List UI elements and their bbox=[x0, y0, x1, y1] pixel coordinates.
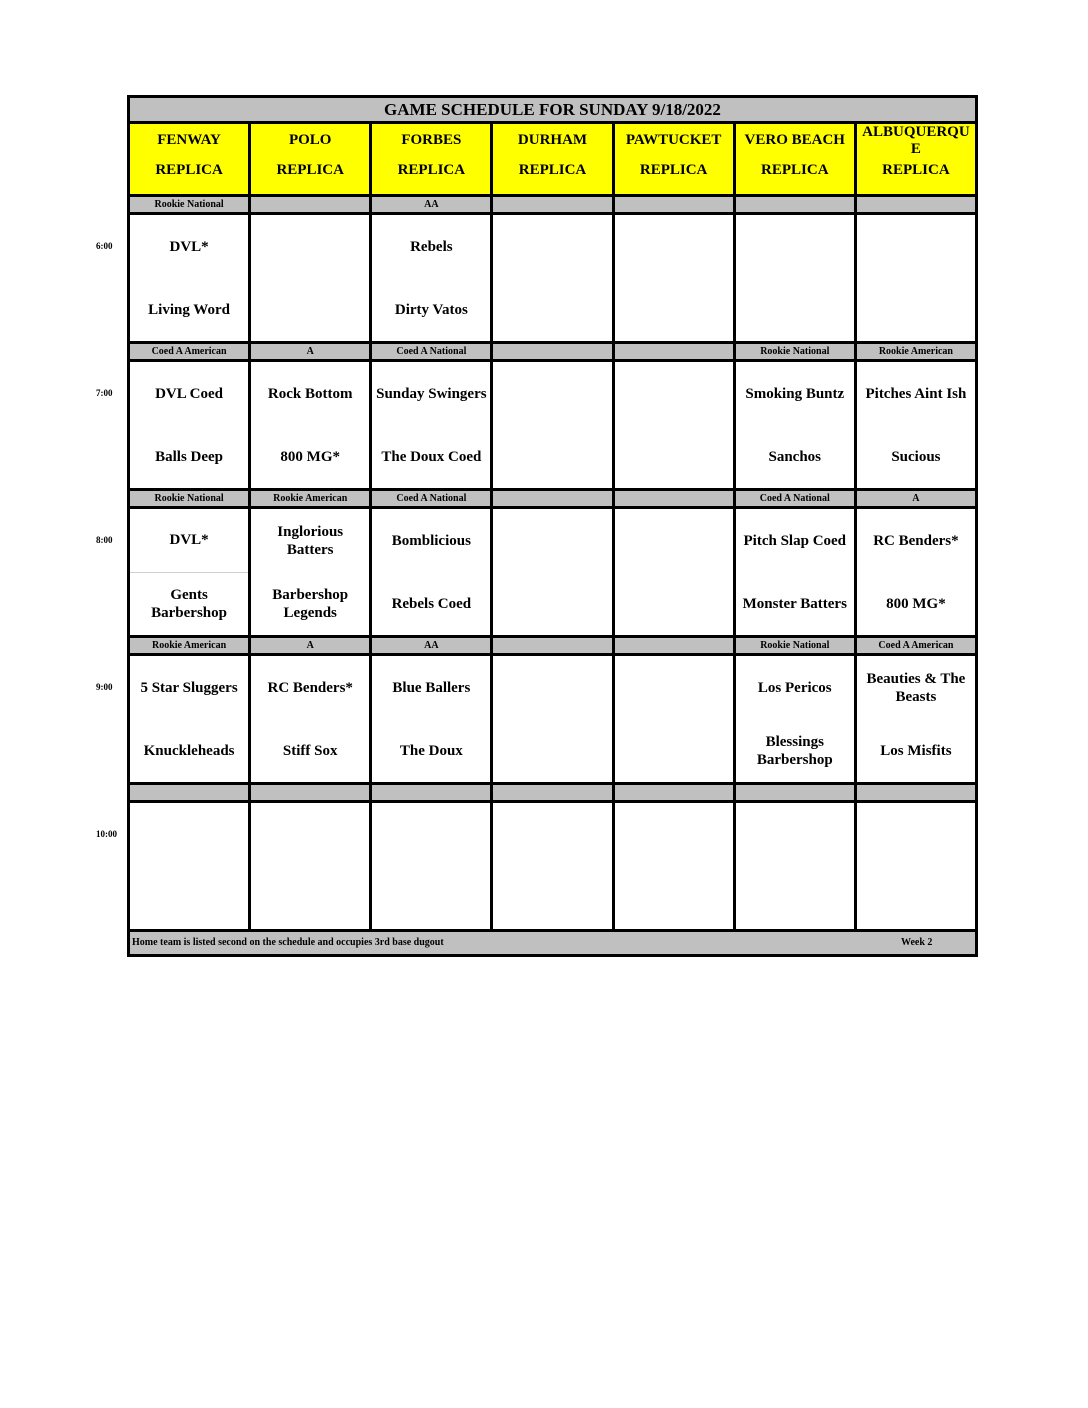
home-team: 800 MG* bbox=[280, 448, 340, 465]
field-header bbox=[251, 124, 372, 194]
division-row bbox=[130, 491, 975, 509]
division-label bbox=[736, 197, 857, 212]
division-label: Coed A American bbox=[878, 640, 954, 651]
game-cell bbox=[493, 215, 614, 341]
field-subtitle: REPLICA bbox=[155, 162, 223, 178]
week-label: Week 2 bbox=[901, 937, 933, 948]
home-team bbox=[493, 866, 611, 929]
home-team bbox=[493, 278, 611, 341]
time-column bbox=[0, 0, 128, 1408]
field-name: ALBUQUERQU E bbox=[862, 124, 970, 157]
away-team bbox=[251, 803, 369, 866]
game-cell bbox=[251, 509, 372, 635]
division-label bbox=[736, 785, 857, 800]
away-team: Rock Bottom bbox=[267, 385, 353, 402]
schedule-footer bbox=[130, 932, 975, 954]
home-team: Sanchos bbox=[768, 448, 822, 465]
game-cell bbox=[372, 803, 493, 929]
away-team: Bomblicious bbox=[391, 532, 471, 549]
home-team bbox=[251, 866, 369, 929]
home-team: Blessings Barbershop bbox=[756, 733, 833, 768]
game-cell bbox=[372, 509, 493, 635]
field-header-row bbox=[130, 124, 975, 197]
away-team bbox=[736, 803, 854, 866]
field-subtitle: REPLICA bbox=[276, 162, 344, 178]
field-subtitle: REPLICA bbox=[761, 162, 829, 178]
division-label bbox=[615, 638, 736, 653]
game-cell bbox=[493, 362, 614, 488]
game-cell bbox=[372, 362, 493, 488]
division-label bbox=[493, 491, 614, 506]
field-name: VERO BEACH bbox=[744, 132, 845, 148]
division-label: Rookie National bbox=[736, 344, 857, 359]
away-team: Los Pericos bbox=[757, 679, 832, 696]
home-team: The Doux bbox=[399, 742, 463, 759]
field-header bbox=[130, 124, 251, 194]
away-team bbox=[615, 215, 733, 278]
home-team bbox=[615, 719, 733, 782]
division-label: Rookie American bbox=[130, 638, 251, 653]
away-team: Blue Ballers bbox=[392, 679, 471, 696]
game-cell bbox=[857, 509, 975, 635]
home-team bbox=[493, 572, 611, 635]
game-cell bbox=[736, 362, 857, 488]
time-label: 9:00 bbox=[96, 682, 113, 692]
away-team: RC Benders* bbox=[873, 532, 959, 549]
home-team bbox=[130, 866, 248, 929]
away-team bbox=[615, 803, 733, 866]
game-cell bbox=[736, 509, 857, 635]
home-team bbox=[857, 278, 975, 341]
away-team bbox=[615, 656, 733, 719]
game-cell bbox=[736, 215, 857, 341]
away-team bbox=[615, 509, 733, 572]
division-label: AA bbox=[372, 197, 493, 212]
game-cell bbox=[130, 215, 251, 341]
game-cell bbox=[251, 215, 372, 341]
time-slots bbox=[130, 197, 975, 932]
game-cell bbox=[493, 656, 614, 782]
division-row bbox=[130, 785, 975, 803]
home-team: Stiff Sox bbox=[282, 742, 338, 759]
time-label: 10:00 bbox=[96, 829, 117, 839]
game-cell bbox=[251, 656, 372, 782]
schedule-table bbox=[127, 95, 978, 957]
division-label bbox=[493, 638, 614, 653]
away-team: Pitches Aint Ish bbox=[865, 385, 967, 402]
away-team bbox=[493, 656, 611, 719]
away-team: Pitch Slap Coed bbox=[743, 532, 847, 549]
home-team bbox=[615, 866, 733, 929]
division-label: Coed A American bbox=[130, 344, 251, 359]
time-label: 8:00 bbox=[96, 535, 113, 545]
division-label bbox=[493, 344, 614, 359]
home-team: Los Misfits bbox=[880, 742, 952, 759]
game-cell bbox=[372, 215, 493, 341]
game-cell bbox=[372, 656, 493, 782]
game-cell bbox=[493, 509, 614, 635]
division-label: A bbox=[251, 344, 372, 359]
division-label bbox=[615, 197, 736, 212]
division-row bbox=[130, 638, 975, 656]
away-team: DVL Coed bbox=[155, 385, 224, 402]
division-label bbox=[857, 785, 975, 800]
away-team bbox=[736, 215, 854, 278]
division-label bbox=[251, 785, 372, 800]
division-label: Rookie American bbox=[251, 491, 372, 506]
field-header bbox=[615, 124, 736, 194]
division-label: A bbox=[912, 493, 920, 504]
division-label bbox=[493, 785, 614, 800]
home-team bbox=[736, 866, 854, 929]
away-team: DVL* bbox=[130, 509, 248, 573]
away-team bbox=[493, 215, 611, 278]
away-team: DVL* bbox=[169, 238, 209, 255]
home-team bbox=[372, 866, 490, 929]
division-label: Coed A National bbox=[372, 344, 493, 359]
away-team: 5 Star Sluggers bbox=[140, 679, 238, 696]
away-team bbox=[251, 215, 369, 278]
field-header bbox=[736, 124, 857, 194]
away-team: Beauties & The Beasts bbox=[866, 670, 966, 705]
game-cell bbox=[857, 803, 975, 929]
field-header bbox=[857, 124, 975, 194]
home-team: Gents Barbershop bbox=[151, 586, 227, 621]
home-team: Balls Deep bbox=[155, 448, 224, 465]
game-row bbox=[130, 509, 975, 638]
game-cell bbox=[736, 803, 857, 929]
division-label bbox=[615, 785, 736, 800]
game-row bbox=[130, 215, 975, 344]
home-team bbox=[493, 719, 611, 782]
field-name: DURHAM bbox=[517, 132, 588, 148]
home-team: Barbershop Legends bbox=[272, 586, 349, 621]
home-team: Living Word bbox=[148, 301, 230, 318]
away-team bbox=[493, 362, 611, 425]
away-team bbox=[130, 803, 248, 866]
home-team-note: Home team is listed second on the schedule and occupies 3rd base dugout bbox=[132, 937, 444, 948]
time-label: 6:00 bbox=[96, 241, 113, 251]
home-team: Knuckleheads bbox=[143, 742, 235, 759]
time-label: 7:00 bbox=[96, 388, 113, 398]
game-row bbox=[130, 362, 975, 491]
game-cell bbox=[736, 656, 857, 782]
division-label bbox=[251, 197, 372, 212]
field-name: PAWTUCKET bbox=[625, 132, 722, 148]
division-label bbox=[493, 197, 614, 212]
game-cell bbox=[130, 362, 251, 488]
home-team: Monster Batters bbox=[742, 595, 847, 612]
division-label bbox=[857, 197, 975, 212]
division-label: Rookie American bbox=[878, 346, 953, 357]
division-row bbox=[130, 344, 975, 362]
game-cell bbox=[615, 509, 736, 635]
home-team bbox=[736, 278, 854, 341]
game-cell bbox=[130, 803, 251, 929]
field-name: FENWAY bbox=[157, 132, 221, 148]
division-label: A bbox=[251, 638, 372, 653]
game-cell bbox=[857, 215, 975, 341]
home-team bbox=[615, 278, 733, 341]
game-cell bbox=[130, 509, 251, 635]
game-cell bbox=[493, 803, 614, 929]
away-team: Rebels bbox=[410, 238, 453, 255]
home-team bbox=[857, 866, 975, 929]
division-label: Rookie National bbox=[130, 197, 251, 212]
field-header bbox=[493, 124, 614, 194]
game-cell bbox=[251, 362, 372, 488]
field-subtitle: REPLICA bbox=[882, 162, 950, 178]
home-team bbox=[251, 278, 369, 341]
field-subtitle: REPLICA bbox=[518, 162, 587, 178]
away-team bbox=[493, 803, 611, 866]
home-team bbox=[493, 425, 611, 488]
field-subtitle: REPLICA bbox=[639, 162, 708, 178]
field-header bbox=[372, 124, 493, 194]
home-team bbox=[615, 572, 733, 635]
field-subtitle: REPLICA bbox=[397, 162, 466, 178]
home-team: Dirty Vatos bbox=[394, 301, 468, 318]
game-cell bbox=[857, 362, 975, 488]
division-row bbox=[130, 197, 975, 215]
game-cell bbox=[615, 362, 736, 488]
schedule-title: GAME SCHEDULE FOR SUNDAY 9/18/2022 bbox=[130, 98, 975, 124]
division-label: AA bbox=[372, 638, 493, 653]
game-row bbox=[130, 803, 975, 932]
game-cell bbox=[615, 215, 736, 341]
home-team bbox=[615, 425, 733, 488]
away-team: Sunday Swingers bbox=[376, 385, 487, 402]
division-label: Coed A National bbox=[372, 491, 493, 506]
game-row bbox=[130, 656, 975, 785]
away-team bbox=[493, 509, 611, 572]
division-label: Rookie National bbox=[130, 491, 251, 506]
home-team: Sucious bbox=[891, 448, 941, 465]
away-team: RC Benders* bbox=[267, 679, 353, 696]
home-team: 800 MG* bbox=[886, 595, 946, 612]
division-label: Rookie National bbox=[736, 638, 857, 653]
away-team bbox=[857, 215, 975, 278]
away-team: Smoking Buntz bbox=[745, 385, 845, 402]
game-cell bbox=[130, 656, 251, 782]
game-cell bbox=[857, 656, 975, 782]
field-name: FORBES bbox=[401, 132, 462, 148]
home-team: Rebels Coed bbox=[391, 595, 472, 612]
division-label bbox=[615, 344, 736, 359]
division-label bbox=[615, 491, 736, 506]
home-team: The Doux Coed bbox=[381, 448, 482, 465]
away-team bbox=[372, 803, 490, 866]
away-team: Inglorious Batters bbox=[277, 523, 344, 558]
field-name: POLO bbox=[288, 132, 332, 148]
division-label bbox=[372, 785, 493, 800]
division-label: Coed A National bbox=[736, 491, 857, 506]
division-label bbox=[130, 785, 251, 800]
game-cell bbox=[615, 656, 736, 782]
away-team bbox=[615, 362, 733, 425]
game-cell bbox=[615, 803, 736, 929]
away-team bbox=[857, 803, 975, 866]
game-cell bbox=[251, 803, 372, 929]
